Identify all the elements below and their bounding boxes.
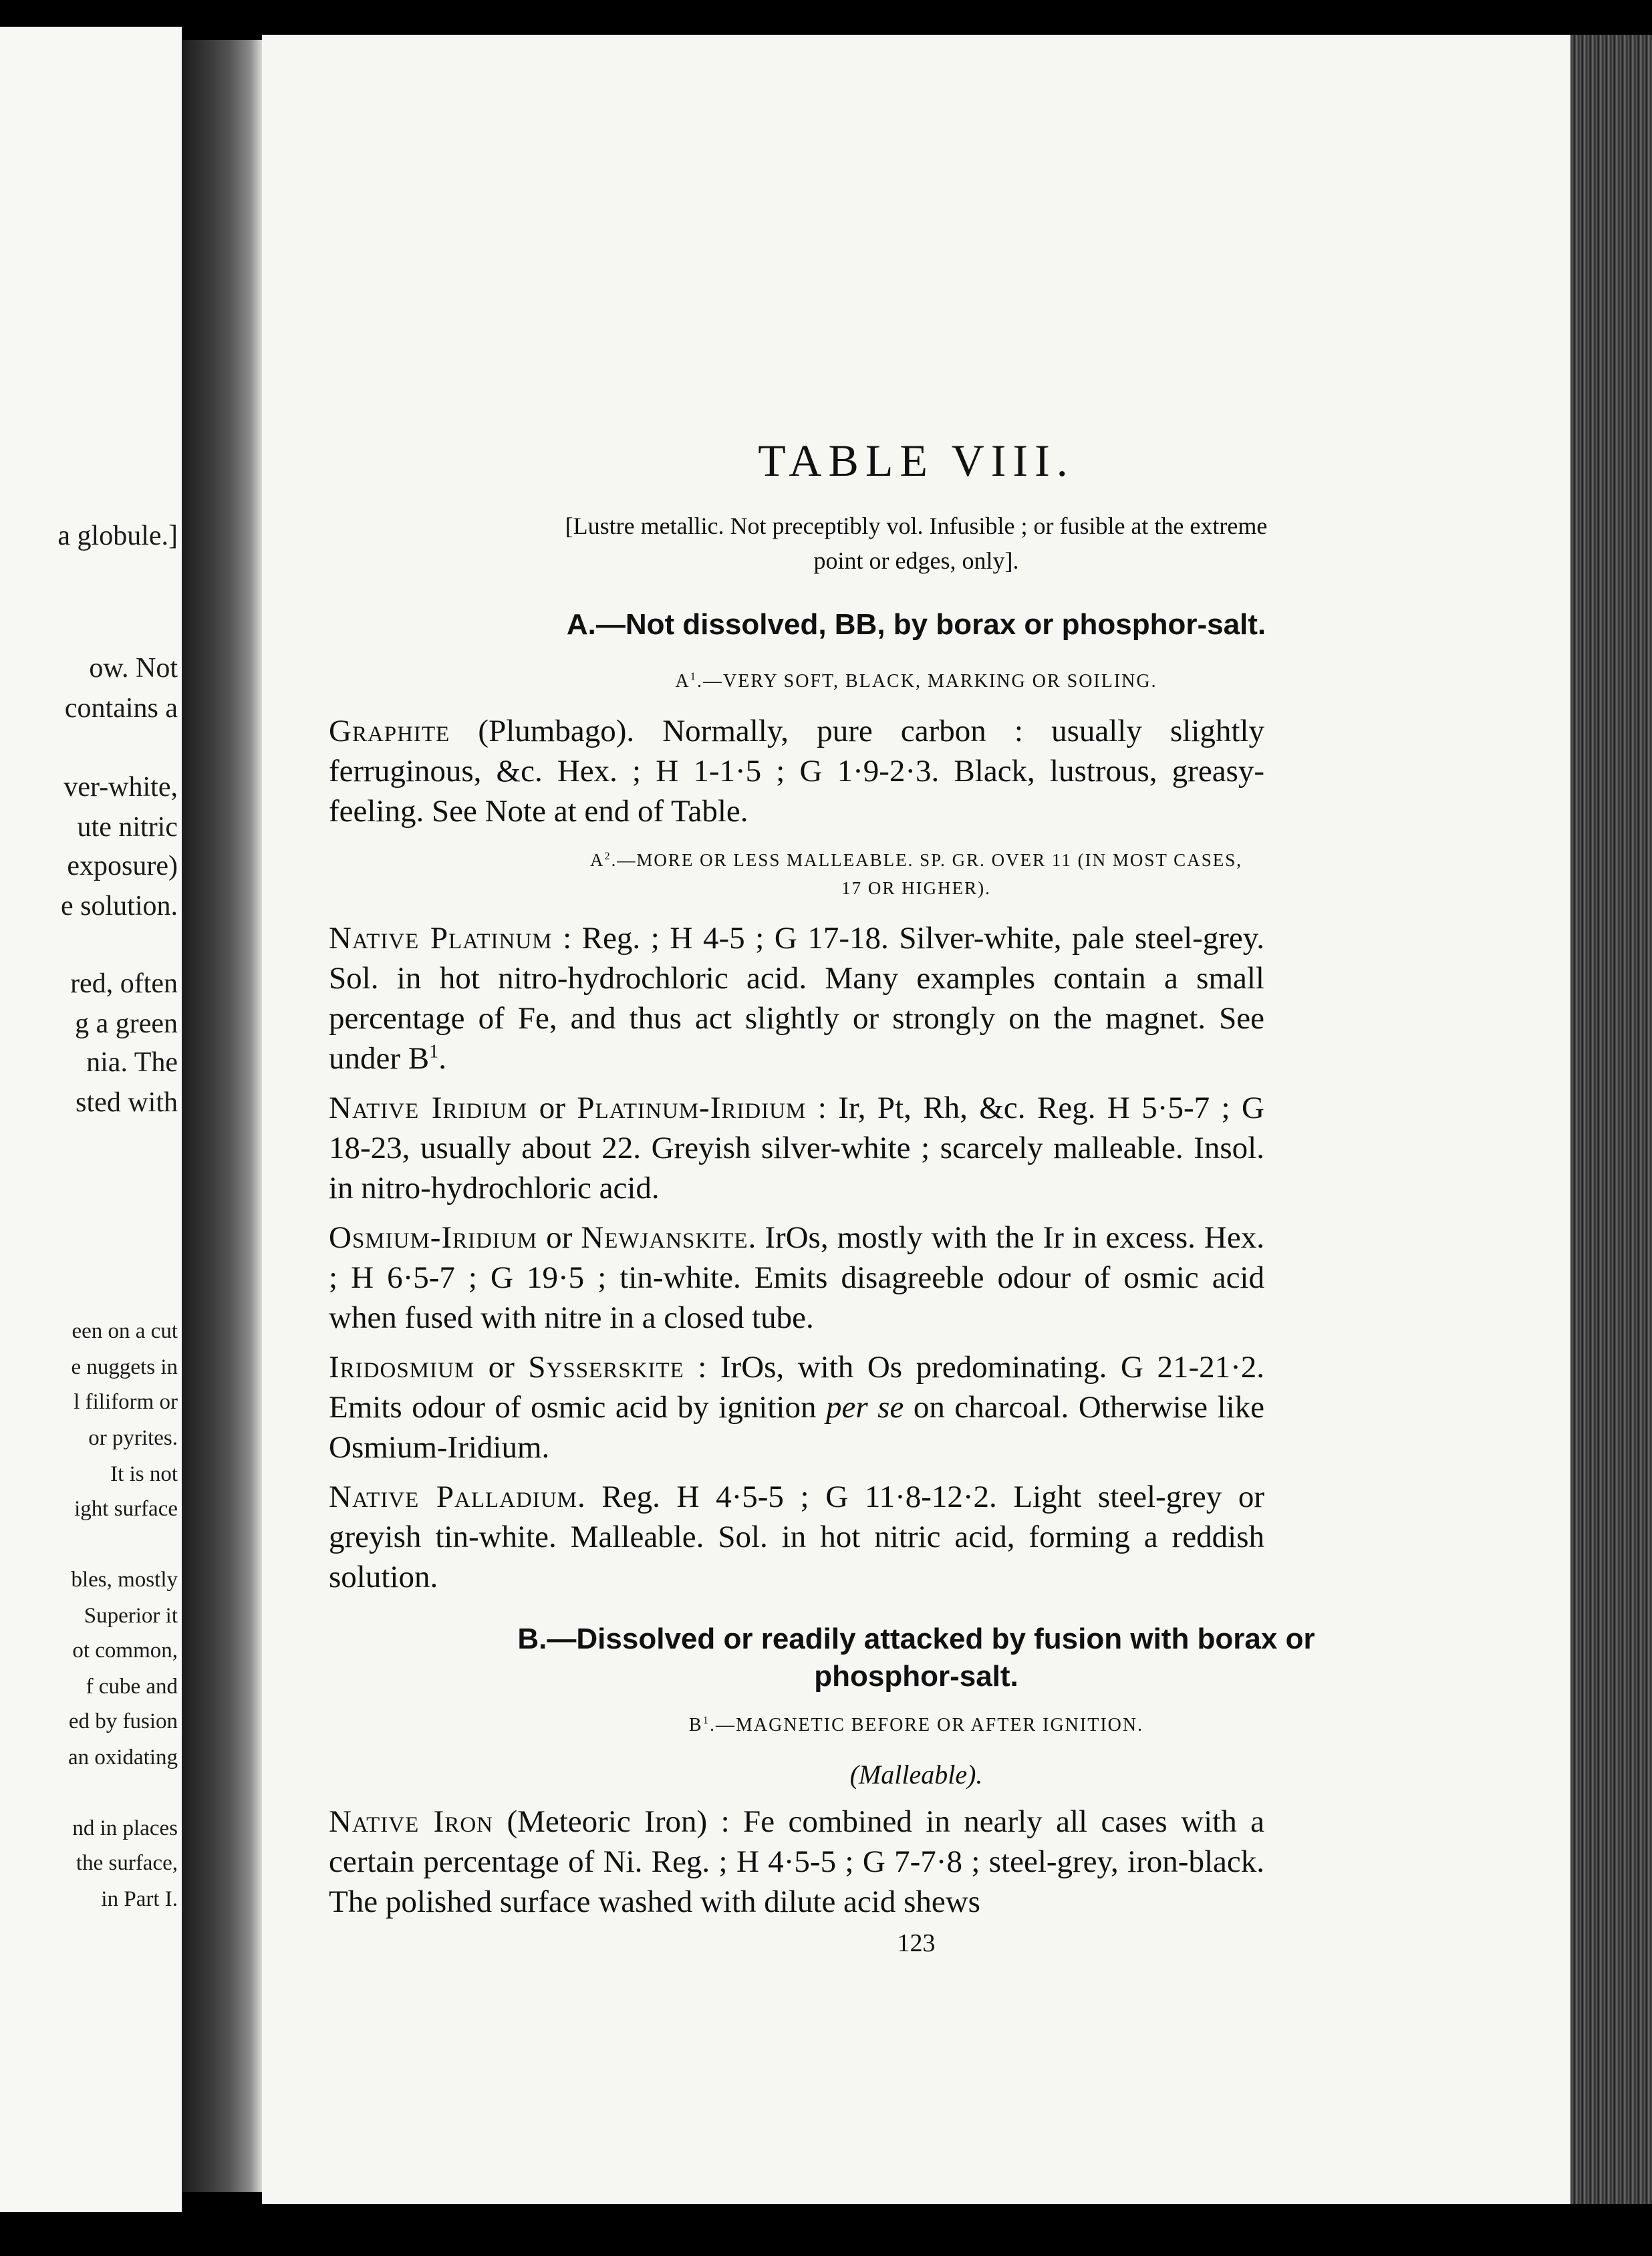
left-line: ight surface (74, 1497, 178, 1521)
left-line: a globule.] (57, 521, 178, 551)
entry-native-iridium: Native Iridium or Platinum-Iridium : Ir, Pt, Rh, &c. Reg. H 5·5-7 ; G 18-23, usually about 22. Greyish silver-white ; scarcely malleable. Insol. in nitro-hydrochloric acid. (329, 1091, 1264, 1206)
left-line: nia. The (86, 1047, 178, 1078)
previous-page-fragment (0, 27, 182, 2212)
subsection-b1-heading: $B^1.—MAGNETIC$ BEFORE OR AFTER IGNITION. (688, 1713, 1144, 1735)
entry-iridosmium: Iridosmium or Sysserskite : IrOs, with Os predominating. G 21-21·2. Emits odour of osmic acid by ignition per se on charcoal. Otherwise like Osmium-Iridium. (329, 1350, 1265, 1465)
left-line: l filiform or (74, 1390, 178, 1414)
left-line: ed by fusion (68, 1709, 178, 1733)
book-gutter-shadow (182, 40, 262, 2192)
mineral-name: Iridosmium (329, 1350, 475, 1385)
left-line: e solution. (61, 891, 178, 922)
mineral-name: Platinum-Iridium (577, 1091, 807, 1125)
subsection-a2-heading-cont: 17 OR HIGHER). (841, 878, 991, 898)
left-line: or pyrites. (88, 1426, 178, 1450)
section-a-heading: A.—Not dissolved, BB, by borax or phosphor-salt. (566, 608, 1266, 641)
malleable-note: (Malleable). (849, 1759, 983, 1790)
section-b-heading-cont: phosphor-salt. (814, 1660, 1018, 1693)
left-line: contains a (64, 693, 178, 724)
left-line: ute nitric (77, 812, 178, 843)
page-title: TABLE VIII. (758, 435, 1075, 486)
page-edges (1570, 35, 1652, 2204)
mineral-name: Graphite (329, 714, 450, 748)
left-line: in Part I. (101, 1887, 178, 1911)
left-line: een on a cut (72, 1319, 178, 1343)
section-b-heading: B.—Dissolved or readily attacked by fusion with borax or (517, 1623, 1315, 1655)
entry-native-platinum: Native Platinum : Reg. ; H 4-5 ; G 17-18. Silver-white, pale steel-grey. Sol. in hot nitro-hydrochloric acid. Many examples contain a small percentage of Fe, and thus act slightly or strongly on the magnet. See under $B^1$. (329, 921, 1264, 1076)
left-line: ow. Not (89, 653, 178, 684)
subtitle-line-2: point or edges, only]. (813, 547, 1019, 574)
entry-osmium-iridium: Osmium-Iridium or Newjanskite. IrOs, mostly with the Ir in excess. Hex. ; H 6·5-7 ; G 19·5 ; tin-white. Emits disagreeble odour of osmic acid when fused with nitre in a closed tube. (329, 1220, 1264, 1335)
mineral-name: Sysserskite (528, 1350, 684, 1385)
left-line: nd in places (72, 1816, 178, 1840)
left-line: an oxidating (67, 1745, 178, 1770)
mineral-name: Newjanskite (581, 1220, 748, 1255)
left-line: exposure) (67, 851, 178, 881)
mineral-name: Osmium-Iridium (329, 1220, 538, 1255)
subsection-a1-heading: $A^1.—VERY$ SOFT, BLACK, MARKING OR SOILING. (675, 670, 1157, 692)
mineral-name: Native Iridium (329, 1091, 528, 1125)
left-line: bles, mostly (71, 1568, 178, 1592)
page-number: 123 (897, 1929, 936, 1957)
entry-graphite: Graphite (Plumbago). Normally, pure carbon : usually slightly ferruginous, &c. Hex. ; H 1-1·5 ; G 1·9-2·3. Black, lustrous, greasy-feeling. See Note at end of Table. (329, 714, 1264, 829)
subtitle-line-1: [Lustre metallic. Not preceptibly vol. Infusible ; or fusible at the extreme (565, 513, 1268, 539)
left-line: Superior it (84, 1604, 178, 1628)
left-line: f cube and (86, 1675, 178, 1699)
left-line: e nuggets in (71, 1355, 178, 1379)
mineral-name: Native Platinum (329, 921, 553, 956)
left-line: ver-white, (63, 772, 178, 803)
subsection-a2-heading: $A^2.—MORE$ OR LESS MALLEABLE. SP. GR. OVER 11 (IN MOST CASES, (590, 850, 1242, 870)
left-line: the surface, (76, 1851, 178, 1875)
left-line: red, often (70, 968, 178, 999)
left-line: g a green (75, 1008, 178, 1039)
mineral-name: Native Palladium (329, 1479, 578, 1514)
left-line: ot common, (72, 1639, 178, 1663)
entry-native-iron: Native Iron (Meteoric Iron) : Fe combined in nearly all cases with a certain percentage of Ni. Reg. ; H 4·5-5 ; G 7-7·8 ; steel-grey, iron-black. The polished surface washed with dilute acid shews (329, 1804, 1264, 1919)
mineral-name: Native Iron (329, 1804, 494, 1839)
left-line: sted with (76, 1087, 178, 1118)
entry-native-palladium: Native Palladium. Reg. H 4·5-5 ; G 11·8-12·2. Light steel-grey or greyish tin-white. Malleable. Sol. in hot nitric acid, forming a reddish solution. (329, 1479, 1264, 1594)
left-line: It is not (110, 1462, 178, 1486)
